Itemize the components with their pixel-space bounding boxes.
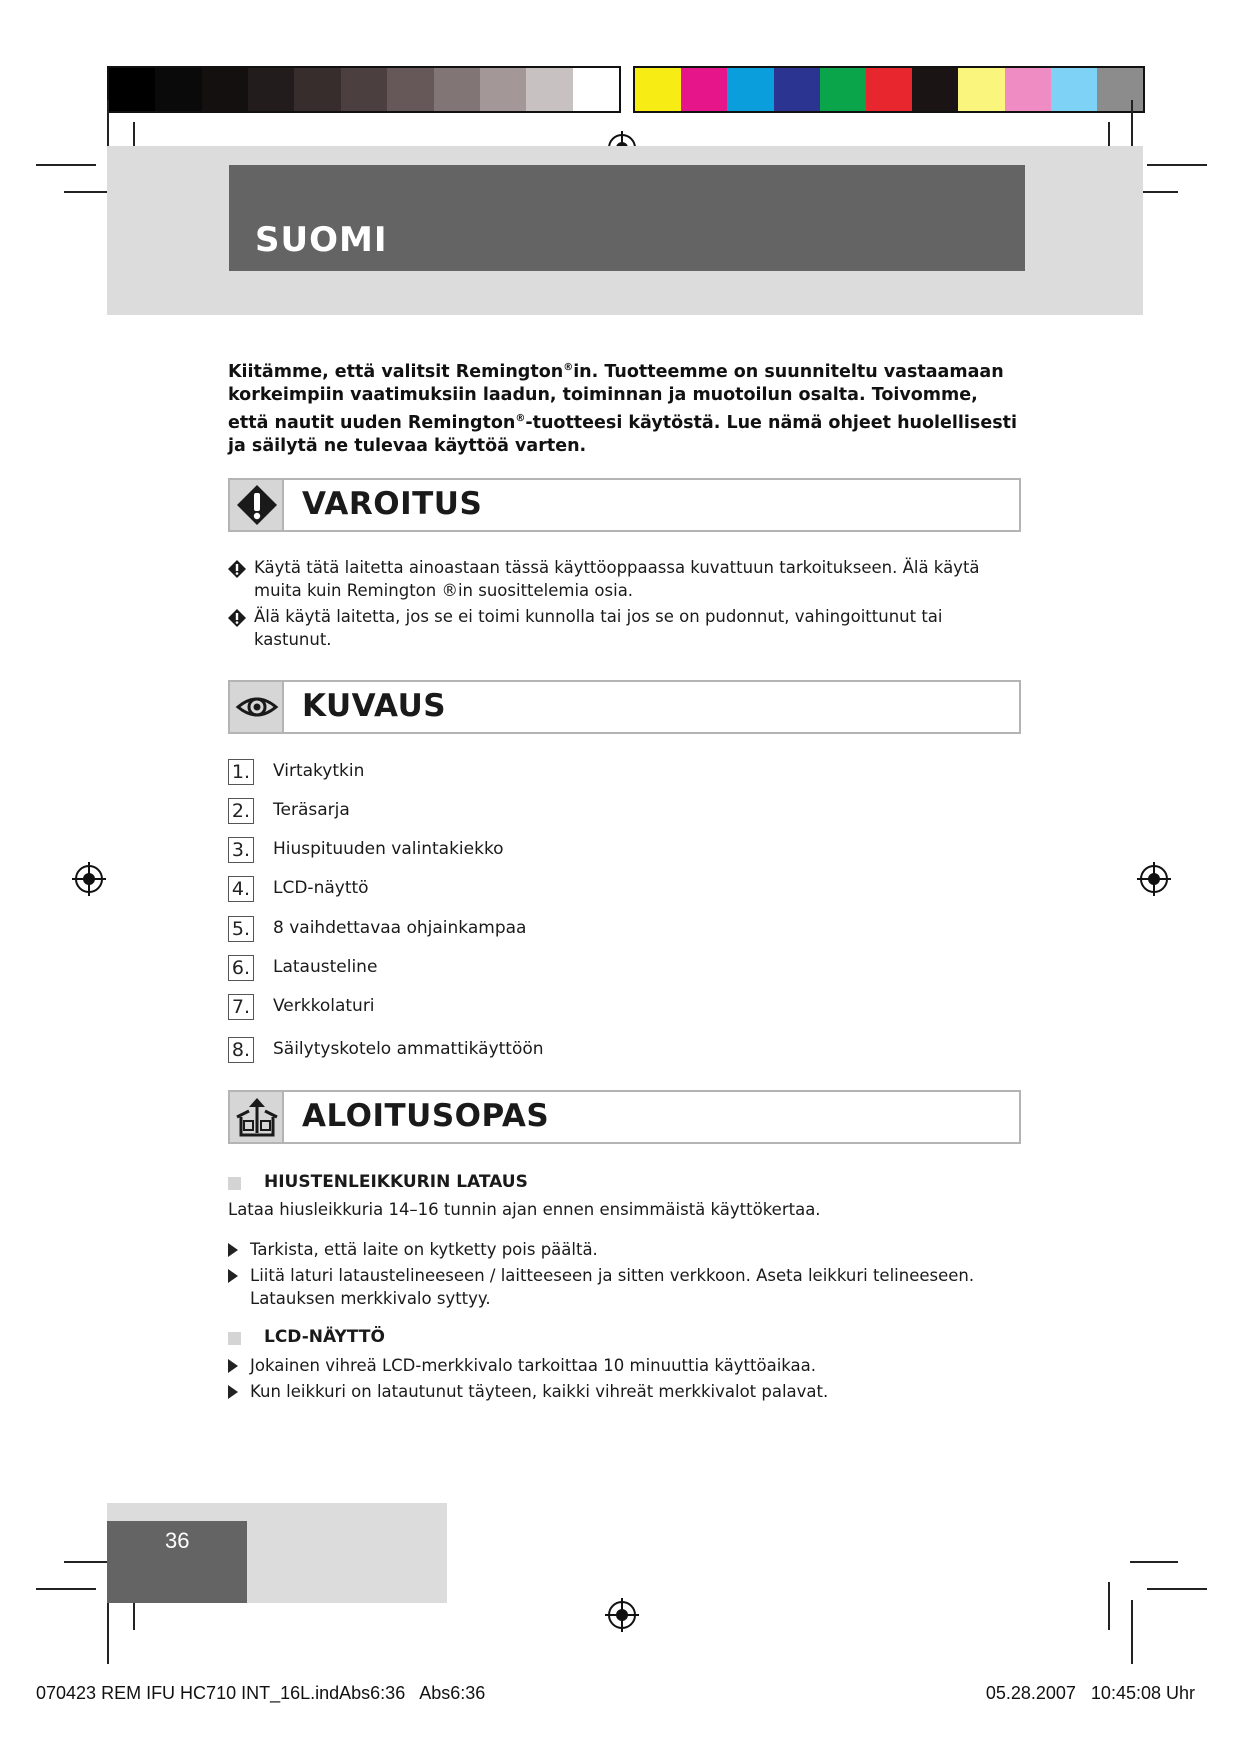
color-swatch [480,68,526,111]
list-item [228,556,988,602]
eye-icon [230,682,284,732]
crop-mark [1108,1582,1110,1630]
subsection-heading: HIUSTENLEIKKURIN LATAUS [228,1172,528,1192]
color-swatch [820,68,866,111]
color-swatch [727,68,773,111]
section-header-warning [228,478,1021,532]
paragraph: Lataa hiusleikkuria 14–16 tunnin ajan ennen ensimmäistä käyttökertaa. [228,1200,821,1219]
list-item: Kun leikkuri on latautunut täyteen, kaikki vihreät merkkivalot palavat. [228,1380,988,1403]
item-number: 3. [228,837,254,863]
crop-mark [107,1600,109,1664]
color-calibration-bar [633,66,1145,113]
color-swatch [155,68,201,111]
crop-mark [64,1561,112,1563]
section-title: KUVAUS [302,688,447,724]
color-swatch [341,68,387,111]
item-number: 6. [228,955,254,981]
crop-mark [64,191,112,193]
section-title: VAROITUS [302,486,483,522]
item-label: Verkkolaturi [273,996,375,1016]
warning-diamond-icon [228,560,246,578]
item-label: Säilytyskotelo ammattikäyttöön [273,1039,544,1059]
color-swatch [912,68,958,111]
color-swatch [294,68,340,111]
arrow-bullet-icon [228,1269,238,1283]
page-title: SUOMI [255,220,388,260]
arrow-bullet-icon [228,1359,238,1373]
arrow-bullet-icon [228,1385,238,1399]
item-label: LCD-näyttö [273,878,369,898]
list-item: Liitä laturi lataustelineeseen / laitteeseen ja sitten verkkoon. Aseta leikkuri telineeseen. Latauksen merkkivalo syttyy. [228,1264,988,1310]
item-label: Latausteline [273,957,378,977]
list-item [228,605,988,651]
item-label: 8 vaihdettavaa ohjainkampaa [273,918,527,938]
color-swatch [866,68,912,111]
intro-paragraph: Kiitämme, että valitsit Remington®in. Tuotteemme on suunniteltu vastaamaan korkeimpiin vaatimuksiin laadun, toiminnan ja muotoilun osalta. Toivomme, että nautit uuden Remington®-tuotteesi käytöstä. Lue nämä ohjeet huolellisesti ja säilytä ne tulevaa käyttöä varten. [228,361,1017,456]
print-slug-timestamp: 05.28.2007 10:45:08 Uhr [985,1683,1195,1703]
item-number: 2. [228,798,254,824]
crop-mark [36,1588,96,1590]
crop-mark [1130,1561,1178,1563]
list-item-text: Älä käytä laitetta, jos se ei toimi kunnolla tai jos se on pudonnut, vahingoittunut tai kastunut. [254,607,943,649]
crop-mark [36,164,96,166]
warning-diamond-icon [228,609,246,627]
section-header-description [228,680,1021,734]
item-label: Virtakytkin [273,761,365,781]
item-number: 8. [228,1037,254,1063]
item-number: 7. [228,994,254,1020]
color-swatch [387,68,433,111]
page-number: 36 [165,1528,190,1553]
registration-mark-icon [72,862,106,896]
item-label: Teräsarja [273,800,350,820]
item-number: 4. [228,876,254,902]
section-header-getting-started [228,1090,1021,1144]
color-swatch [635,68,681,111]
color-swatch [109,68,155,111]
color-swatch [1005,68,1051,111]
subsection-heading: LCD-NÄYTTÖ [228,1327,385,1347]
warning-diamond-icon [230,480,284,530]
print-slug-filename: 070423 REM IFU HC710 INT_16L.indAbs6:36 Abs6:36 [36,1683,486,1703]
color-swatch [774,68,820,111]
list-item: Tarkista, että laite on kytketty pois päältä. [228,1238,988,1261]
color-swatch [681,68,727,111]
crop-mark [1147,1588,1207,1590]
color-swatch [573,68,619,111]
color-swatch [434,68,480,111]
color-swatch [958,68,1004,111]
arrow-bullet-icon [228,1243,238,1257]
item-label: Hiuspituuden valintakiekko [273,839,504,859]
color-swatch [1097,68,1143,111]
unbox-icon [230,1092,284,1142]
list-item-text: Käytä tätä laitetta ainoastaan tässä käyttöoppaassa kuvattuun tarkoitukseen. Älä käytä muita kuin Remington ®in suosittelemia osia. [254,558,980,600]
color-swatch [202,68,248,111]
item-number: 5. [228,916,254,942]
registration-mark-icon [1137,862,1171,896]
crop-mark [1131,1600,1133,1664]
grayscale-calibration-bar [107,66,621,113]
item-number: 1. [228,759,254,785]
color-swatch [526,68,572,111]
color-swatch [1051,68,1097,111]
crop-mark [1147,164,1207,166]
registration-mark-icon [605,1598,639,1632]
color-swatch [248,68,294,111]
section-title: ALOITUSOPAS [302,1098,550,1134]
list-item: Jokainen vihreä LCD-merkkivalo tarkoittaa 10 minuuttia käyttöaikaa. [228,1354,988,1377]
